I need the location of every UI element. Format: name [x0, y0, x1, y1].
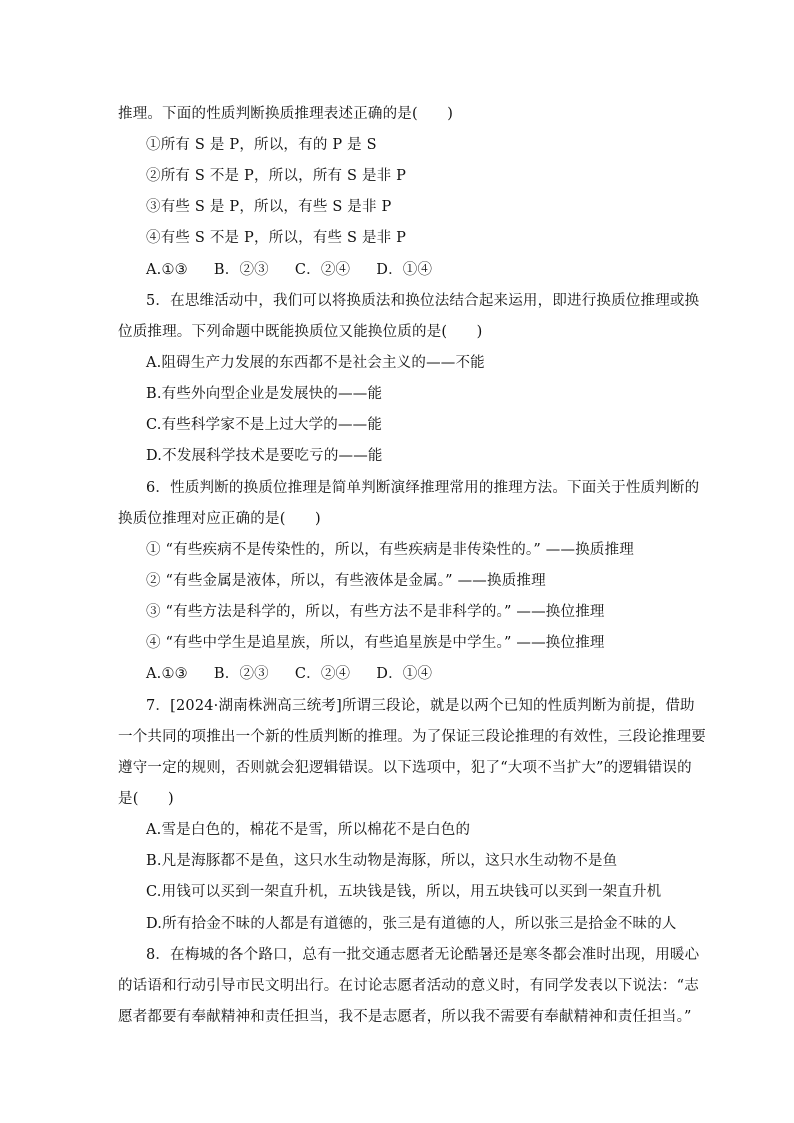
q6-option-1: ① “有些疾病不是传染性的，所以，有些疾病是非传染性的。” ——换质推理: [146, 542, 634, 558]
q4-answer-choices: [146, 260, 432, 280]
q7-stem-line-2: 一个共同的项推出一个新的性质判断的推理。为了保证三段论推理的有效性，三段论推理要: [118, 729, 706, 745]
q6-option-3: ③ “有些方法是科学的，所以，有些方法不是非科学的。” ——换位推理: [146, 604, 605, 620]
q4-option-4: ④有些 S 不是 P，所以，有些 S 是非 P: [146, 230, 407, 246]
q6-option-4: ④ “有些中学生是追星族，所以，有些追星族是中学生。” ——换位推理: [146, 635, 605, 651]
q6-stem-line-2: 换质位推理对应正确的是( ): [118, 511, 321, 527]
q4-option-2: ②所有 S 不是 P，所以，所有 S 是非 P: [146, 168, 407, 184]
q5-option-c: C.有些科学家不是上过大学的——能: [146, 417, 383, 433]
q6-choice-a: A.①③: [146, 666, 188, 682]
q5-option-b: B.有些外向型企业是发展快的——能: [146, 386, 383, 402]
q7-stem-line-3: 遵守一定的规则，否则就会犯逻辑错误。以下选项中，犯了“大项不当扩大”的逻辑错误的: [118, 760, 692, 776]
q4-option-1: ①所有 S 是 P，所以，有的 P 是 S: [146, 137, 377, 153]
q5-stem-line-2: 位质推理。下列命题中既能换质位又能换位质的是( ): [118, 324, 483, 340]
q7-stem-line-1: 7．[2024·湖南株洲高三统考]所谓三段论，就是以两个已知的性质判断为前提，借助: [146, 698, 695, 714]
q6-option-2: ② “有些金属是液体，所以，有些液体是金属。” ——换质推理: [146, 573, 546, 589]
q8-stem-line-1: 8．在梅城的各个路口，总有一批交通志愿者无论酷暑还是寒冬都会准时出现，用暖心: [146, 947, 700, 963]
q6-choice-d: D．①④: [376, 666, 433, 682]
q5-option-a: A.阻碍生产力发展的东西都不是社会主义的——不能: [146, 355, 485, 371]
q7-stem-line-4: 是( ): [118, 791, 174, 807]
q6-choice-c: C．②④: [294, 666, 351, 682]
q4-choice-b: B．②③: [213, 262, 269, 278]
q7-option-d: D.所有拾金不昧的人都是有道德的，张三是有道德的人，所以张三是拾金不昧的人: [146, 916, 677, 932]
q7-option-b: B.凡是海豚都不是鱼，这只水生动物是海豚，所以，这只水生动物不是鱼: [146, 853, 618, 869]
q7-option-a: A.雪是白色的，棉花不是雪，所以棉花不是白色的: [146, 822, 471, 838]
q4-stem-tail: 推理。下面的性质判断换质推理表述正确的是( ): [118, 106, 454, 122]
q7-option-c: C.用钱可以买到一架直升机，五块钱是钱，所以，用五块钱可以买到一架直升机: [146, 884, 662, 900]
q5-option-d: D.不发展科学技术是要吃亏的——能: [146, 448, 383, 464]
q4-choice-a: A.①③: [146, 262, 188, 278]
q8-stem-line-3: 愿者都要有奉献精神和责任担当，我不是志愿者，所以我不需要有奉献精神和责任担当。”: [118, 1009, 692, 1025]
q4-option-3: ③有些 S 是 P，所以，有些 S 是非 P: [146, 199, 392, 215]
q8-stem-line-2: 的话语和行动引导市民文明出行。在讨论志愿者活动的意义时，有同学发表以下说法：“志: [118, 978, 699, 994]
q6-stem-line-1: 6．性质判断的换质位推理是简单判断演绎推理常用的推理方法。下面关于性质判断的: [146, 480, 700, 496]
q4-choice-d: D．①④: [376, 262, 433, 278]
q6-answer-choices: [146, 664, 432, 684]
q6-choice-b: B．②③: [213, 666, 269, 682]
q4-choice-c: C．②④: [294, 262, 351, 278]
q5-stem-line-1: 5．在思维活动中，我们可以将换质法和换位法结合起来运用，即进行换质位推理或换: [146, 293, 700, 309]
